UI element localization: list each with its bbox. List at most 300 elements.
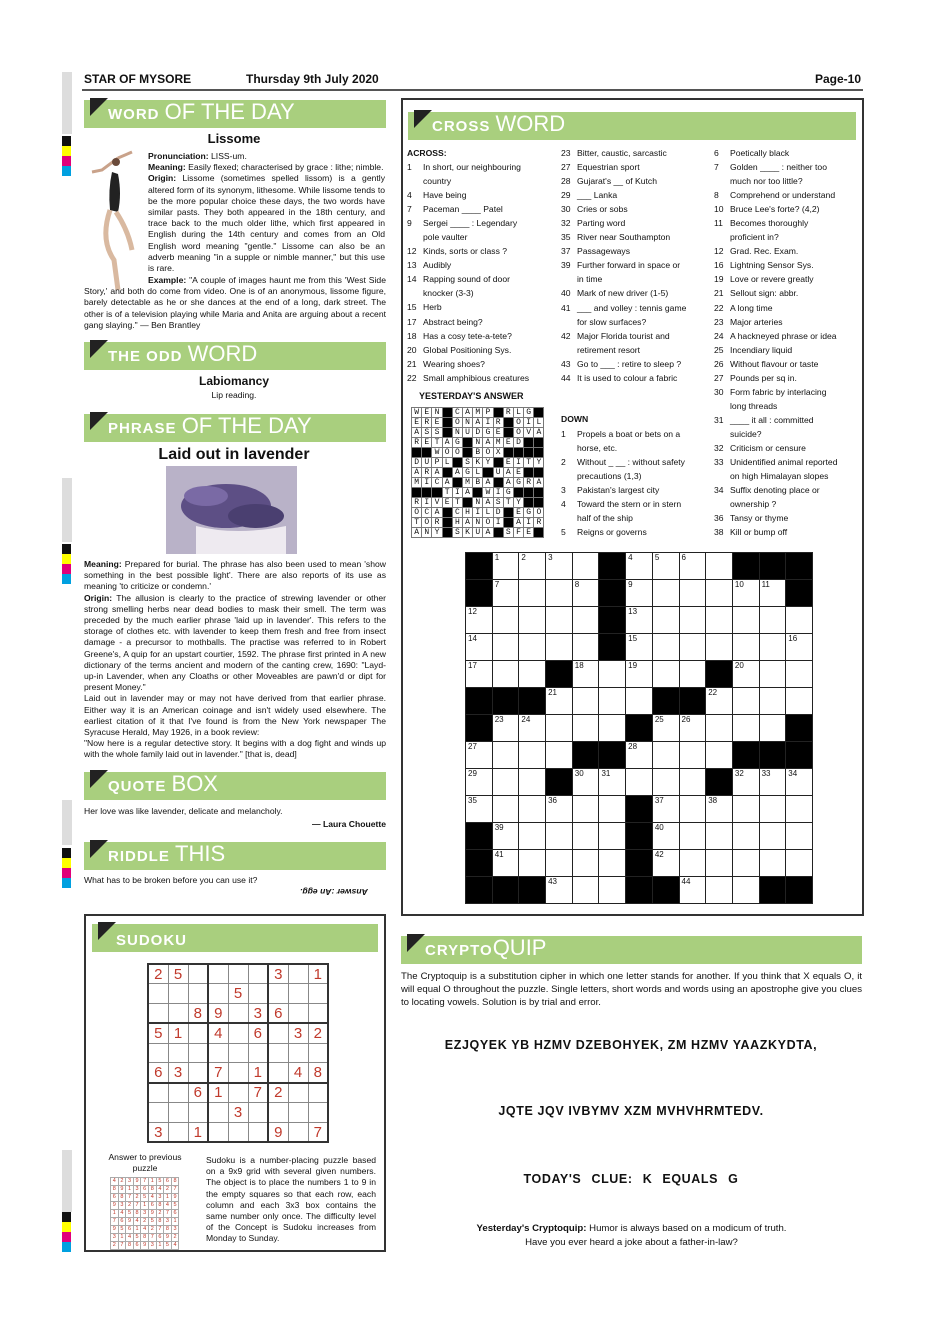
sudoku-cell[interactable] <box>188 964 208 984</box>
mini-cell: 9 <box>148 1210 156 1218</box>
crossword-cell[interactable] <box>679 769 706 796</box>
sudoku-cell[interactable]: 3 <box>288 1023 308 1043</box>
crossword-cell[interactable] <box>546 688 573 715</box>
sudoku-cell[interactable]: 8 <box>188 1004 208 1024</box>
sudoku-cell[interactable] <box>228 1043 248 1063</box>
crossword-cell[interactable] <box>732 877 759 904</box>
crossword-cell[interactable] <box>599 796 626 823</box>
crossword-cell[interactable] <box>466 607 493 634</box>
crossword-cell[interactable] <box>572 769 599 796</box>
crossword-cell[interactable] <box>519 850 546 877</box>
sudoku-cell[interactable]: 3 <box>248 1004 268 1024</box>
mini-cell: 2 <box>171 1234 179 1242</box>
crossword-cell[interactable] <box>732 796 759 823</box>
crossword-cell[interactable] <box>786 607 813 634</box>
crossword-cell[interactable] <box>652 607 679 634</box>
sudoku-cell[interactable] <box>168 984 188 1004</box>
clue <box>407 174 529 188</box>
sudoku-cell[interactable] <box>168 1103 188 1123</box>
sudoku-cell[interactable] <box>148 1043 168 1063</box>
sudoku-cell[interactable] <box>288 1083 308 1103</box>
crossword-cell[interactable] <box>546 715 573 742</box>
answer-cell: A <box>503 468 513 478</box>
sudoku-cell[interactable]: 5 <box>168 964 188 984</box>
crossword-cell[interactable] <box>572 688 599 715</box>
clue <box>561 371 686 385</box>
crossword-cell[interactable] <box>652 742 679 769</box>
cell-number: 4 <box>628 553 633 562</box>
crossword-cell[interactable] <box>786 850 813 877</box>
crossword-cell <box>759 742 786 769</box>
answer-cell: O <box>483 518 493 528</box>
sudoku-cell[interactable] <box>288 1004 308 1024</box>
sudoku-cell[interactable] <box>168 1043 188 1063</box>
crossword-cell[interactable] <box>786 769 813 796</box>
sudoku-cell[interactable] <box>208 1122 228 1142</box>
clue-number: 11 <box>714 218 723 229</box>
mini-cell: 6 <box>171 1210 179 1218</box>
sudoku-cell[interactable] <box>288 984 308 1004</box>
crossword-cell[interactable] <box>572 661 599 688</box>
sudoku-cell[interactable] <box>308 1083 328 1103</box>
answer-cell: R <box>493 418 503 428</box>
answer-cell: K <box>462 528 472 538</box>
sudoku-cell[interactable]: 2 <box>268 1083 288 1103</box>
sudoku-cell[interactable] <box>228 1063 248 1083</box>
crossword-cell[interactable] <box>679 607 706 634</box>
crossword-cell[interactable] <box>492 553 519 580</box>
clue-number: 21 <box>714 288 724 299</box>
crossword-cell[interactable] <box>759 823 786 850</box>
sudoku-cell[interactable]: 7 <box>208 1063 228 1083</box>
sudoku-cell[interactable]: 1 <box>308 964 328 984</box>
clue-text: Incendiary liquid <box>730 344 793 355</box>
clue <box>407 258 529 272</box>
crossword-cell[interactable] <box>519 607 546 634</box>
crossword-cell[interactable] <box>679 715 706 742</box>
crossword-cell <box>599 553 626 580</box>
sudoku-cell[interactable] <box>188 984 208 1004</box>
sudoku-cell[interactable] <box>188 1063 208 1083</box>
corner-triangle-icon <box>90 770 108 788</box>
mini-cell: 3 <box>171 1226 179 1234</box>
sudoku-cell[interactable]: 4 <box>288 1063 308 1083</box>
clue <box>407 202 529 216</box>
crossword-cell[interactable] <box>492 769 519 796</box>
mini-cell: 7 <box>141 1178 149 1186</box>
crossword-cell[interactable] <box>732 688 759 715</box>
sudoku-cell[interactable] <box>188 1023 208 1043</box>
crossword-cell[interactable] <box>679 742 706 769</box>
sudoku-cell[interactable]: 1 <box>168 1023 188 1043</box>
crossword-cell[interactable] <box>572 607 599 634</box>
word-body: Pronunciation: LISS-um. Meaning: Easily flexed; characterised by grace : lithe; nimble. Origin: Lissome (sometimes spelled lissom) is a gently altered form of its synonym, lithesome. While lissome tends to be the more popular choice these days, the two words have similar pasts. They both appeared in the 18th century, and trace back to the much older lithe, which first appeared in English during the 14th century and comes from an Old English word meaning "gentle." Lissome can also be an adverb meaning "in a supple or nimble manner," but this use is rare. <box>148 151 385 274</box>
sudoku-cell[interactable] <box>208 1043 228 1063</box>
crossword-cell <box>519 688 546 715</box>
sudoku-cell[interactable]: 9 <box>208 1004 228 1024</box>
sudoku-cell[interactable] <box>248 1103 268 1123</box>
mini-cell: 2 <box>148 1226 156 1234</box>
crossword-cell[interactable] <box>679 850 706 877</box>
crossword-cell[interactable] <box>626 553 653 580</box>
sudoku-cell[interactable]: 6 <box>248 1023 268 1043</box>
sudoku-cell[interactable] <box>168 1083 188 1103</box>
cell-number: 15 <box>628 634 638 643</box>
clue <box>561 258 686 272</box>
sudoku-cell[interactable]: 2 <box>148 964 168 984</box>
sudoku-cell[interactable] <box>148 984 168 1004</box>
sudoku-cell[interactable] <box>228 1023 248 1043</box>
sudoku-cell[interactable] <box>308 1043 328 1063</box>
crossword-cell[interactable] <box>546 796 573 823</box>
crossword-cell[interactable] <box>679 553 706 580</box>
sudoku-cell[interactable] <box>188 1103 208 1123</box>
crossword-cell[interactable] <box>759 688 786 715</box>
crossword-cell[interactable] <box>732 715 759 742</box>
crossword-cell[interactable] <box>732 769 759 796</box>
crossword-cell[interactable] <box>466 742 493 769</box>
crossword-cell[interactable] <box>732 607 759 634</box>
crossword-cell[interactable] <box>492 661 519 688</box>
crossword-cell[interactable] <box>706 715 733 742</box>
crossword-cell[interactable] <box>546 553 573 580</box>
mini-cell: 1 <box>118 1234 126 1242</box>
answer-cell: I <box>524 418 534 428</box>
sudoku-cell[interactable]: 5 <box>228 984 248 1004</box>
crossword-cell[interactable] <box>652 850 679 877</box>
crossword-cell[interactable] <box>732 661 759 688</box>
crossword-cell[interactable] <box>679 877 706 904</box>
sudoku-cell[interactable] <box>268 1023 288 1043</box>
clue-number: 30 <box>561 204 571 215</box>
sudoku-cell[interactable] <box>268 984 288 1004</box>
clue-text: A long time <box>730 302 773 313</box>
registration-mark <box>62 166 71 176</box>
crossword-cell[interactable] <box>492 742 519 769</box>
clue-number: 6 <box>714 148 719 158</box>
sudoku-cell[interactable]: 5 <box>148 1023 168 1043</box>
crossword-cell[interactable] <box>759 580 786 607</box>
sudoku-cell[interactable] <box>148 1083 168 1103</box>
crossword-cell[interactable] <box>599 877 626 904</box>
crossword-cell[interactable] <box>652 769 679 796</box>
sudoku-cell[interactable] <box>228 1083 248 1103</box>
crossword-cell[interactable] <box>706 823 733 850</box>
crossword-cell[interactable] <box>519 796 546 823</box>
clue <box>561 511 685 525</box>
crossword-cell[interactable] <box>492 850 519 877</box>
sudoku-cell[interactable]: 3 <box>148 1122 168 1142</box>
sudoku-cell[interactable]: 6 <box>148 1063 168 1083</box>
mini-cell: 2 <box>126 1202 134 1210</box>
crossword-cell[interactable] <box>572 634 599 661</box>
issue-date: Thursday 9th July 2020 <box>246 72 379 86</box>
sudoku-cell[interactable]: 4 <box>208 1023 228 1043</box>
crossword-cell[interactable] <box>492 715 519 742</box>
clue <box>407 343 529 357</box>
clue-text: Kinds, sorts or class ? <box>423 246 508 257</box>
clue-number: 31 <box>714 414 724 425</box>
sudoku-cell[interactable] <box>268 1043 288 1063</box>
sudoku-cell[interactable] <box>228 1004 248 1024</box>
crossword-cell[interactable] <box>732 823 759 850</box>
sudoku-cell[interactable] <box>148 1004 168 1024</box>
answer-cell: N <box>473 438 483 448</box>
crossword-cell[interactable] <box>492 796 519 823</box>
crossword-cell[interactable] <box>599 715 626 742</box>
dancer-image <box>88 150 146 295</box>
crossword-cell[interactable] <box>572 715 599 742</box>
sudoku-cell[interactable] <box>208 984 228 1004</box>
sudoku-cell[interactable]: 7 <box>248 1083 268 1103</box>
crossword-cell[interactable] <box>679 580 706 607</box>
registration-mark <box>62 136 71 146</box>
crossword-cell[interactable] <box>626 580 653 607</box>
sudoku-cell[interactable]: 3 <box>168 1063 188 1083</box>
clue <box>714 469 838 483</box>
crossword-cell[interactable] <box>626 688 653 715</box>
crossword-cell[interactable] <box>519 742 546 769</box>
crossword-cell[interactable] <box>626 769 653 796</box>
crossword-cell[interactable] <box>546 823 573 850</box>
crossword-cell[interactable] <box>546 877 573 904</box>
crossword-cell[interactable] <box>732 580 759 607</box>
crossword-cell[interactable] <box>466 769 493 796</box>
answer-cell: I <box>493 488 503 498</box>
crossword-cell[interactable] <box>786 661 813 688</box>
crossword-cell[interactable] <box>466 661 493 688</box>
mini-cell: 7 <box>171 1186 179 1194</box>
clue-number: 42 <box>561 330 571 341</box>
crossword-cell[interactable] <box>652 634 679 661</box>
crossword-cell <box>706 769 733 796</box>
sudoku-cell[interactable]: 3 <box>268 964 288 984</box>
sudoku-cell[interactable] <box>228 964 248 984</box>
answer-cell: P <box>432 458 442 468</box>
sudoku-cell[interactable] <box>168 1122 188 1142</box>
sudoku-cell[interactable] <box>188 1043 208 1063</box>
sudoku-cell[interactable] <box>208 964 228 984</box>
cell-number: 5 <box>654 553 660 562</box>
clue-number: 35 <box>561 232 571 243</box>
clue <box>561 244 686 258</box>
crossword-cell[interactable] <box>759 796 786 823</box>
crossword-cell[interactable] <box>679 823 706 850</box>
answer-cell <box>442 418 452 428</box>
crossword-cell[interactable] <box>706 877 733 904</box>
crossword-cell[interactable] <box>546 742 573 769</box>
mini-cell: 8 <box>171 1178 179 1186</box>
crossword-cell <box>572 742 599 769</box>
crossword-cell[interactable] <box>546 850 573 877</box>
crossword-cell[interactable] <box>519 661 546 688</box>
sudoku-cell[interactable] <box>248 1122 268 1142</box>
crossword-cell[interactable] <box>759 769 786 796</box>
crossword-cell[interactable] <box>572 823 599 850</box>
crossword-cell[interactable] <box>599 850 626 877</box>
crossword-cell[interactable] <box>706 607 733 634</box>
sudoku-cell[interactable] <box>228 1122 248 1142</box>
sudoku-cell[interactable] <box>308 1103 328 1123</box>
crossword-cell[interactable] <box>626 661 653 688</box>
clue-number: 16 <box>714 260 724 271</box>
answer-cell: W <box>483 488 493 498</box>
sudoku-cell[interactable] <box>308 984 328 1004</box>
clue-text: Mark of new driver (1-5) <box>577 288 669 299</box>
crossword-cell[interactable] <box>599 688 626 715</box>
clue-text: half of the ship <box>577 513 633 524</box>
crossword-cell[interactable] <box>652 553 679 580</box>
crossword-cell[interactable] <box>706 796 733 823</box>
clue-text: Propels a boat or bets on a <box>577 429 681 439</box>
crossword-cell[interactable] <box>492 823 519 850</box>
answer-cell: S <box>452 528 462 538</box>
sudoku-cell[interactable] <box>308 1004 328 1024</box>
crossword-cell[interactable] <box>599 823 626 850</box>
crossword-cell[interactable] <box>519 553 546 580</box>
crossword-cell[interactable] <box>519 634 546 661</box>
clue-number: 2 <box>561 457 566 468</box>
crossword-cell[interactable] <box>652 796 679 823</box>
sudoku-cell[interactable] <box>148 1103 168 1123</box>
crossword-cell[interactable] <box>519 823 546 850</box>
answer-cell: N <box>432 408 442 418</box>
sudoku-cell[interactable]: 2 <box>308 1023 328 1043</box>
sudoku-cell[interactable] <box>288 1043 308 1063</box>
crossword-cell[interactable] <box>706 580 733 607</box>
sudoku-cell[interactable]: 9 <box>268 1122 288 1142</box>
crossword-cell[interactable] <box>572 796 599 823</box>
clue <box>714 413 838 427</box>
clue <box>714 286 838 300</box>
answer-cell <box>452 478 462 488</box>
crossword-cell[interactable] <box>732 634 759 661</box>
crossword-cell[interactable] <box>466 634 493 661</box>
answer-cell <box>483 468 493 478</box>
crossword-cell[interactable] <box>519 580 546 607</box>
crossword-cell[interactable] <box>626 742 653 769</box>
crossword-cell[interactable] <box>599 769 626 796</box>
clue <box>561 455 685 469</box>
answer-cell: A <box>452 468 462 478</box>
crossword-cell[interactable] <box>626 607 653 634</box>
mini-cell: 6 <box>148 1202 156 1210</box>
crossword-cell[interactable] <box>759 607 786 634</box>
sudoku-cell[interactable]: 6 <box>188 1083 208 1103</box>
sudoku-cell[interactable] <box>248 984 268 1004</box>
crossword-cell[interactable] <box>679 634 706 661</box>
crossword-cell[interactable] <box>572 877 599 904</box>
mini-cell: 1 <box>133 1226 141 1234</box>
crossword-cell[interactable] <box>706 688 733 715</box>
crossword-cell[interactable] <box>759 715 786 742</box>
answer-cell: A <box>432 468 442 478</box>
sudoku-cell[interactable] <box>168 1004 188 1024</box>
answer-cell: V <box>524 428 534 438</box>
sudoku-cell[interactable]: 7 <box>308 1122 328 1142</box>
mini-cell: 9 <box>111 1226 119 1234</box>
crossword-cell[interactable] <box>492 580 519 607</box>
mini-cell: 3 <box>148 1242 156 1250</box>
answer-cell: E <box>503 458 513 468</box>
crossword-cell[interactable] <box>546 634 573 661</box>
crossword-cell[interactable] <box>626 634 653 661</box>
crossword-cell[interactable] <box>572 580 599 607</box>
sudoku-cell[interactable]: 3 <box>228 1103 248 1123</box>
crossword-cell[interactable] <box>786 634 813 661</box>
answer-cell: E <box>412 418 422 428</box>
sudoku-cell[interactable] <box>208 1103 228 1123</box>
mini-cell: 5 <box>133 1234 141 1242</box>
crossword-cell[interactable] <box>679 661 706 688</box>
crossword-cell[interactable] <box>652 580 679 607</box>
crossword-cell[interactable] <box>706 553 733 580</box>
sudoku-cell[interactable] <box>248 1043 268 1063</box>
crossword-cell[interactable] <box>546 607 573 634</box>
crossword-cell[interactable] <box>706 850 733 877</box>
crossword-cell[interactable] <box>786 796 813 823</box>
crossword-cell[interactable] <box>519 769 546 796</box>
crossword-cell[interactable] <box>519 715 546 742</box>
cell-number: 42 <box>654 850 664 859</box>
sudoku-cell[interactable] <box>268 1103 288 1123</box>
mini-cell: 8 <box>126 1242 134 1250</box>
crossword-cell[interactable] <box>732 850 759 877</box>
sudoku-cell[interactable]: 6 <box>268 1004 288 1024</box>
answer-cell: A <box>442 438 452 448</box>
sudoku-cell[interactable] <box>288 1103 308 1123</box>
clue-number: 39 <box>561 260 571 271</box>
sudoku-cell[interactable] <box>248 964 268 984</box>
crossword-cell[interactable] <box>786 823 813 850</box>
sudoku-cell[interactable]: 1 <box>248 1063 268 1083</box>
crossword-cell[interactable] <box>759 634 786 661</box>
cell-number: 2 <box>521 553 526 562</box>
cell-number: 11 <box>761 580 770 589</box>
crossword-cell[interactable] <box>706 742 733 769</box>
crossword-cell[interactable] <box>466 796 493 823</box>
answer-cell <box>534 468 544 478</box>
answer-cell <box>493 458 503 468</box>
sudoku-cell[interactable] <box>288 1122 308 1142</box>
crossword-cell[interactable] <box>572 553 599 580</box>
crossword-cell[interactable] <box>652 715 679 742</box>
crossword-cell[interactable] <box>492 607 519 634</box>
registration-mark <box>62 156 71 166</box>
sudoku-cell[interactable]: 1 <box>188 1122 208 1142</box>
crossword-cell[interactable] <box>546 580 573 607</box>
clue-text: Grad. Rec. Exam. <box>730 246 799 257</box>
answer-cell: A <box>462 518 472 528</box>
crossword-cell[interactable] <box>706 634 733 661</box>
sudoku-cell[interactable]: 1 <box>208 1083 228 1103</box>
crossword-cell[interactable] <box>679 796 706 823</box>
clue-number: 21 <box>407 358 417 369</box>
crossword-cell[interactable] <box>759 661 786 688</box>
sudoku-cell[interactable]: 8 <box>308 1063 328 1083</box>
crossword-cell[interactable] <box>492 634 519 661</box>
crossword-cell[interactable] <box>572 850 599 877</box>
crossword-cell[interactable] <box>652 661 679 688</box>
clue-text: Go to ___ : retire to sleep ? <box>577 358 682 369</box>
answer-cell: O <box>513 428 523 438</box>
crossword-cell[interactable] <box>759 850 786 877</box>
crossword-cell[interactable] <box>599 661 626 688</box>
sudoku-cell[interactable] <box>288 964 308 984</box>
crossword-cell[interactable] <box>652 823 679 850</box>
sudoku-cell[interactable] <box>268 1063 288 1083</box>
crossword-cell[interactable] <box>786 688 813 715</box>
